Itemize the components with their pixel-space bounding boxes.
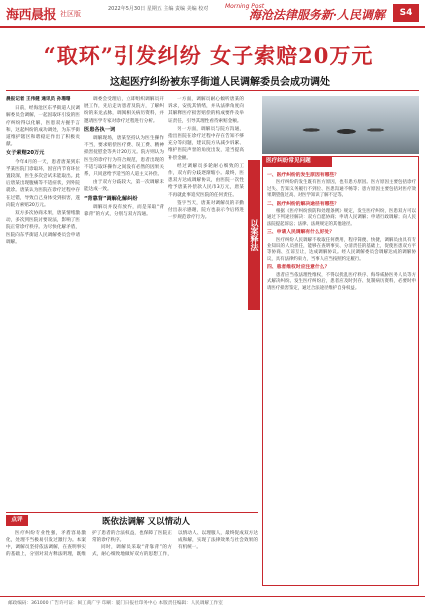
faq-answer: 医疗纠纷人民调解不收取任何费用，程序简便、快捷，调解员由具有专业知识的人员担任，能够在查明事实、分清责任的基础上，促使医患双方平等协商、互谅互让，达成调解协议。经人民调解委员会调解达成的调解协议，具有法律约束力，当事人应当按照约定履行。: [267, 237, 416, 262]
photo-people-image: [282, 118, 399, 148]
edition-info: 2022年5月30日 星期五 主编 责编 美编 校对: [108, 6, 209, 12]
faq-sidebar: [262, 156, 419, 586]
faq-answer: 患者应当依法理性维权，不得以扰乱医疗秩序、侮辱威胁医务人员等方式解决纠纷。发生医疗纠纷后，患者应及时封存、复制病历资料，必要时申请医疗损害鉴定，通过合法途径维护自身权益。: [267, 272, 416, 291]
faq-question: 二、医疗纠纷的解决途径有哪些？: [267, 201, 339, 207]
section-english: Morning Post: [225, 3, 265, 10]
article-column-2: [84, 96, 164, 510]
paragraph: 日前，经海沧区东孚街道人民调解委员会调解，一起因取环引发的医疗纠纷得以化解，医患双方握手言和，这起纠纷的成功调处，为东孚街道维护辖区和谐稳定作出了积极贡献。: [6, 106, 80, 148]
faq-answer: 医疗纠纷的发生既有医方原因，也有患方原因。医方原因主要包括诊疗过失、告知义务履行不到位、医患沟通不畅等；患方原因主要包括对医疗效果期望值过高、对医学知识了解不足等。: [267, 180, 416, 199]
faq-body: [267, 171, 416, 581]
paragraph: 一方面，调解员耐心倾听唐某的诉求，安抚其情绪，并从法律角度向其解释医疗损害赔偿的构成要件及举证责任，引导其理性看待索赔金额。: [168, 97, 244, 124]
page-footer: 邮政编码：361000 广告许可证：闽工商广字 印刷：厦门日报社印务中心 本版责任编辑：人民调解工作室: [0, 596, 425, 611]
article-photo: [262, 96, 419, 154]
subheading: 女子索赔20万元: [6, 150, 45, 157]
subheading: “背靠背”调解化解纠纷: [84, 195, 138, 202]
vertical-banner: 以案释法: [248, 160, 260, 310]
paragraph: 经过调解员多轮耐心细致的工作，双方的分歧逐渐缩小。最终，医患双方达成调解协议，由医院一次性给予唐某补偿款人民币3万元，唐某不再就此事追究医院的任何责任。: [168, 163, 244, 198]
article-column-1: [6, 96, 80, 510]
commentary-tag: 点评: [6, 515, 28, 526]
paragraph: 签字当天，唐某对调解员的辛勤付出表示感谢，院方也表示今后将进一步规范诊疗行为。: [168, 200, 244, 221]
faq-question: 三、申请人民调解有什么好处？: [267, 230, 335, 236]
page-code-badge: S4: [393, 4, 419, 22]
brand-logo: 海西晨报: [6, 8, 57, 23]
paragraph: 由于双方分歧较大，第一次调解未能达成一致。: [84, 180, 164, 193]
section-title: 海沧法律服务新·人民调解: [248, 8, 385, 22]
article-headline: “取环”引发纠纷 女子索赔20万元: [43, 43, 374, 68]
faq-question: 四、患者维权时应注意什么？: [267, 265, 330, 271]
paragraph: 调解现场，唐某坚持认为医生操作不当，要求赔偿医疗费、误工费、精神损害抚慰金等共计20万元。院方则认为医生的诊疗行为符合规范，患者出现的不适与取环操作之间没有必然的因果关系，只同意给予适当的人道主义补偿。: [84, 136, 164, 178]
article-byline: 晨报记者 王伟健 通讯员 孙珊珊: [6, 97, 71, 102]
masthead: [0, 0, 425, 28]
subheading: 医患各执一词: [84, 126, 116, 133]
commentary-body: [6, 530, 258, 592]
faq-title: 医疗纠纷常见问题: [262, 156, 332, 167]
paragraph: 双方多次协商未果，唐某情绪激动，多次到医院讨要说法，影响了医院正常诊疗秩序。为尽快化解矛盾，医院向东孚街道人民调解委员会申请调解。: [6, 211, 80, 245]
article-subhead: 这起医疗纠纷被东孚街道人民调解委员会成功调处: [110, 77, 330, 88]
faq-question: 一、医疗纠纷的发生原因有哪些？: [267, 173, 339, 178]
paragraph: 调委会受理后，立即组织调解员开展工作，先后走访患者及院方，了解纠纷的来龙去脉，调阅相关病历资料，并邀请医学专家对诊疗过程进行分析。: [84, 97, 164, 124]
faq-answer: 根据《医疗纠纷预防和处理条例》规定，发生医疗纠纷，医患双方可以通过下列途径解决：双方自愿协商；申请人民调解；申请行政调解；向人民法院提起诉讼；法律、法规规定的其他途径。: [267, 209, 416, 227]
headline-divider: [6, 90, 419, 91]
commentary-box: [6, 512, 258, 592]
paragraph: 调解员并没有放弃，而是采取“背靠背”的方式，分别与双方沟通。: [84, 204, 164, 218]
paragraph: 医疗纠纷专业性强，矛盾容易激化，处理不当极易引发过激行为。本案中，调解员坚持依法调解，在查明事实的基础上，分别对双方释法明理，既维护了患者的合法权益，也保障了医院正常的诊疗秩序。: [6, 531, 172, 557]
paragraph: 另一方面，调解员与院方沟通，指出医院在诊疗过程中存在告知不够充分等问题，建议院方从减少诉累、维护医院声誉的角度出发，适当提高补偿金额。: [168, 126, 244, 161]
paragraph: 同时，调解员采取“背靠背”的方式，耐心细致地做好双方的思想工作，以情动人、以理服人，最终促成双方达成和解，实现了法律效果与社会效果的有机统一。: [92, 531, 258, 557]
brand-subtitle: 社区版: [60, 10, 81, 18]
article-column-3: [168, 96, 244, 510]
paragraph: 今年4月的一天，患者唐某到东孚某医院门诊取环，因宫内节育环位置较深，医生多次尝试未能取出。此后唐某出现腹痛等不适症状，到外院就诊。唐某认为医院在诊疗过程中存在过错，导致自己身体受到损害，遂向院方索赔20万元。: [6, 159, 80, 208]
commentary-title: 既依法调解 又以情动人: [102, 517, 190, 527]
